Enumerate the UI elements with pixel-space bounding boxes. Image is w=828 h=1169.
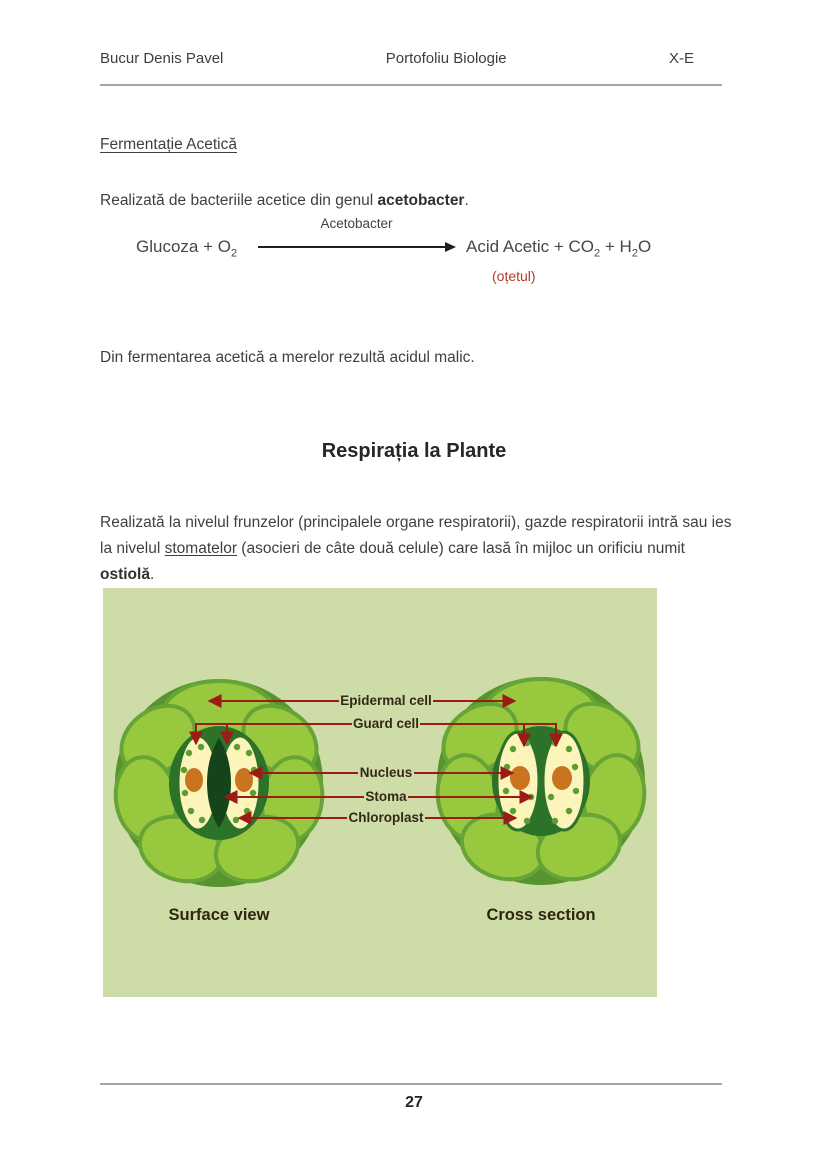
paragraph-respiration (100, 510, 740, 588)
label-stoma: Stoma (365, 789, 407, 804)
reactant-text: Glucoza + O (136, 237, 231, 256)
section-title-fermentatie: Fermentație Acetică (100, 136, 237, 153)
stomata-diagram (103, 588, 657, 997)
label-epidermal-cell: Epidermal cell (340, 693, 432, 708)
footer-divider (100, 1083, 722, 1085)
product-subscript-1: 2 (594, 247, 601, 260)
respiration-text-1: Realizată la nivelul frunzelor (principalele organe respiratorii), gazde respiratorii intră sau ies la nivelul (100, 513, 732, 557)
respiration-period: . (149, 565, 155, 583)
product-subscript-2: 2 (631, 247, 638, 260)
reactant-subscript: 2 (230, 247, 238, 260)
reaction-arrow (258, 246, 446, 248)
section-title-respiratia: Respirația la Plante (321, 440, 507, 462)
equation-note-otetul: (oțetul) (492, 268, 536, 284)
paragraph-intro (100, 192, 469, 210)
equation-product (466, 237, 651, 259)
equation-reactant (136, 237, 237, 259)
label-chloroplast: Chloroplast (348, 810, 424, 825)
intro-text: Realizată de bacteriile acetice din genul (100, 191, 378, 209)
product-text-1: Acid Acetic + CO (466, 237, 595, 256)
product-text-2: + H (600, 237, 632, 256)
chemical-equation (100, 215, 728, 295)
respiration-underlined-term: stomatelor (164, 539, 237, 557)
header-author: Bucur Denis Pavel (100, 50, 224, 67)
intro-bold-term: acetobacter (377, 191, 465, 209)
label-nucleus: Nucleus (359, 765, 413, 780)
respiration-text-2: (asocieri de câte două celule) care lasă în mijloc un orificiu numit (237, 539, 685, 557)
header-title: Portofoliu Biologie (385, 50, 507, 67)
label-guard-cell: Guard cell (352, 716, 420, 731)
paragraph-conclusion: Din fermentarea acetică a merelor rezultă acidul malic. (100, 348, 475, 366)
caption-surface-view: Surface view (168, 906, 270, 924)
page-number: 27 (405, 1094, 423, 1111)
intro-period: . (464, 191, 469, 209)
page-header (100, 50, 726, 67)
product-text-3: O (637, 237, 652, 256)
respiration-bold-term: ostiolă (100, 565, 150, 583)
caption-cross-section: Cross section (486, 906, 596, 924)
equation-catalyst-label: Acetobacter (320, 216, 393, 231)
header-class: X-E (668, 50, 694, 67)
header-divider (100, 84, 722, 86)
